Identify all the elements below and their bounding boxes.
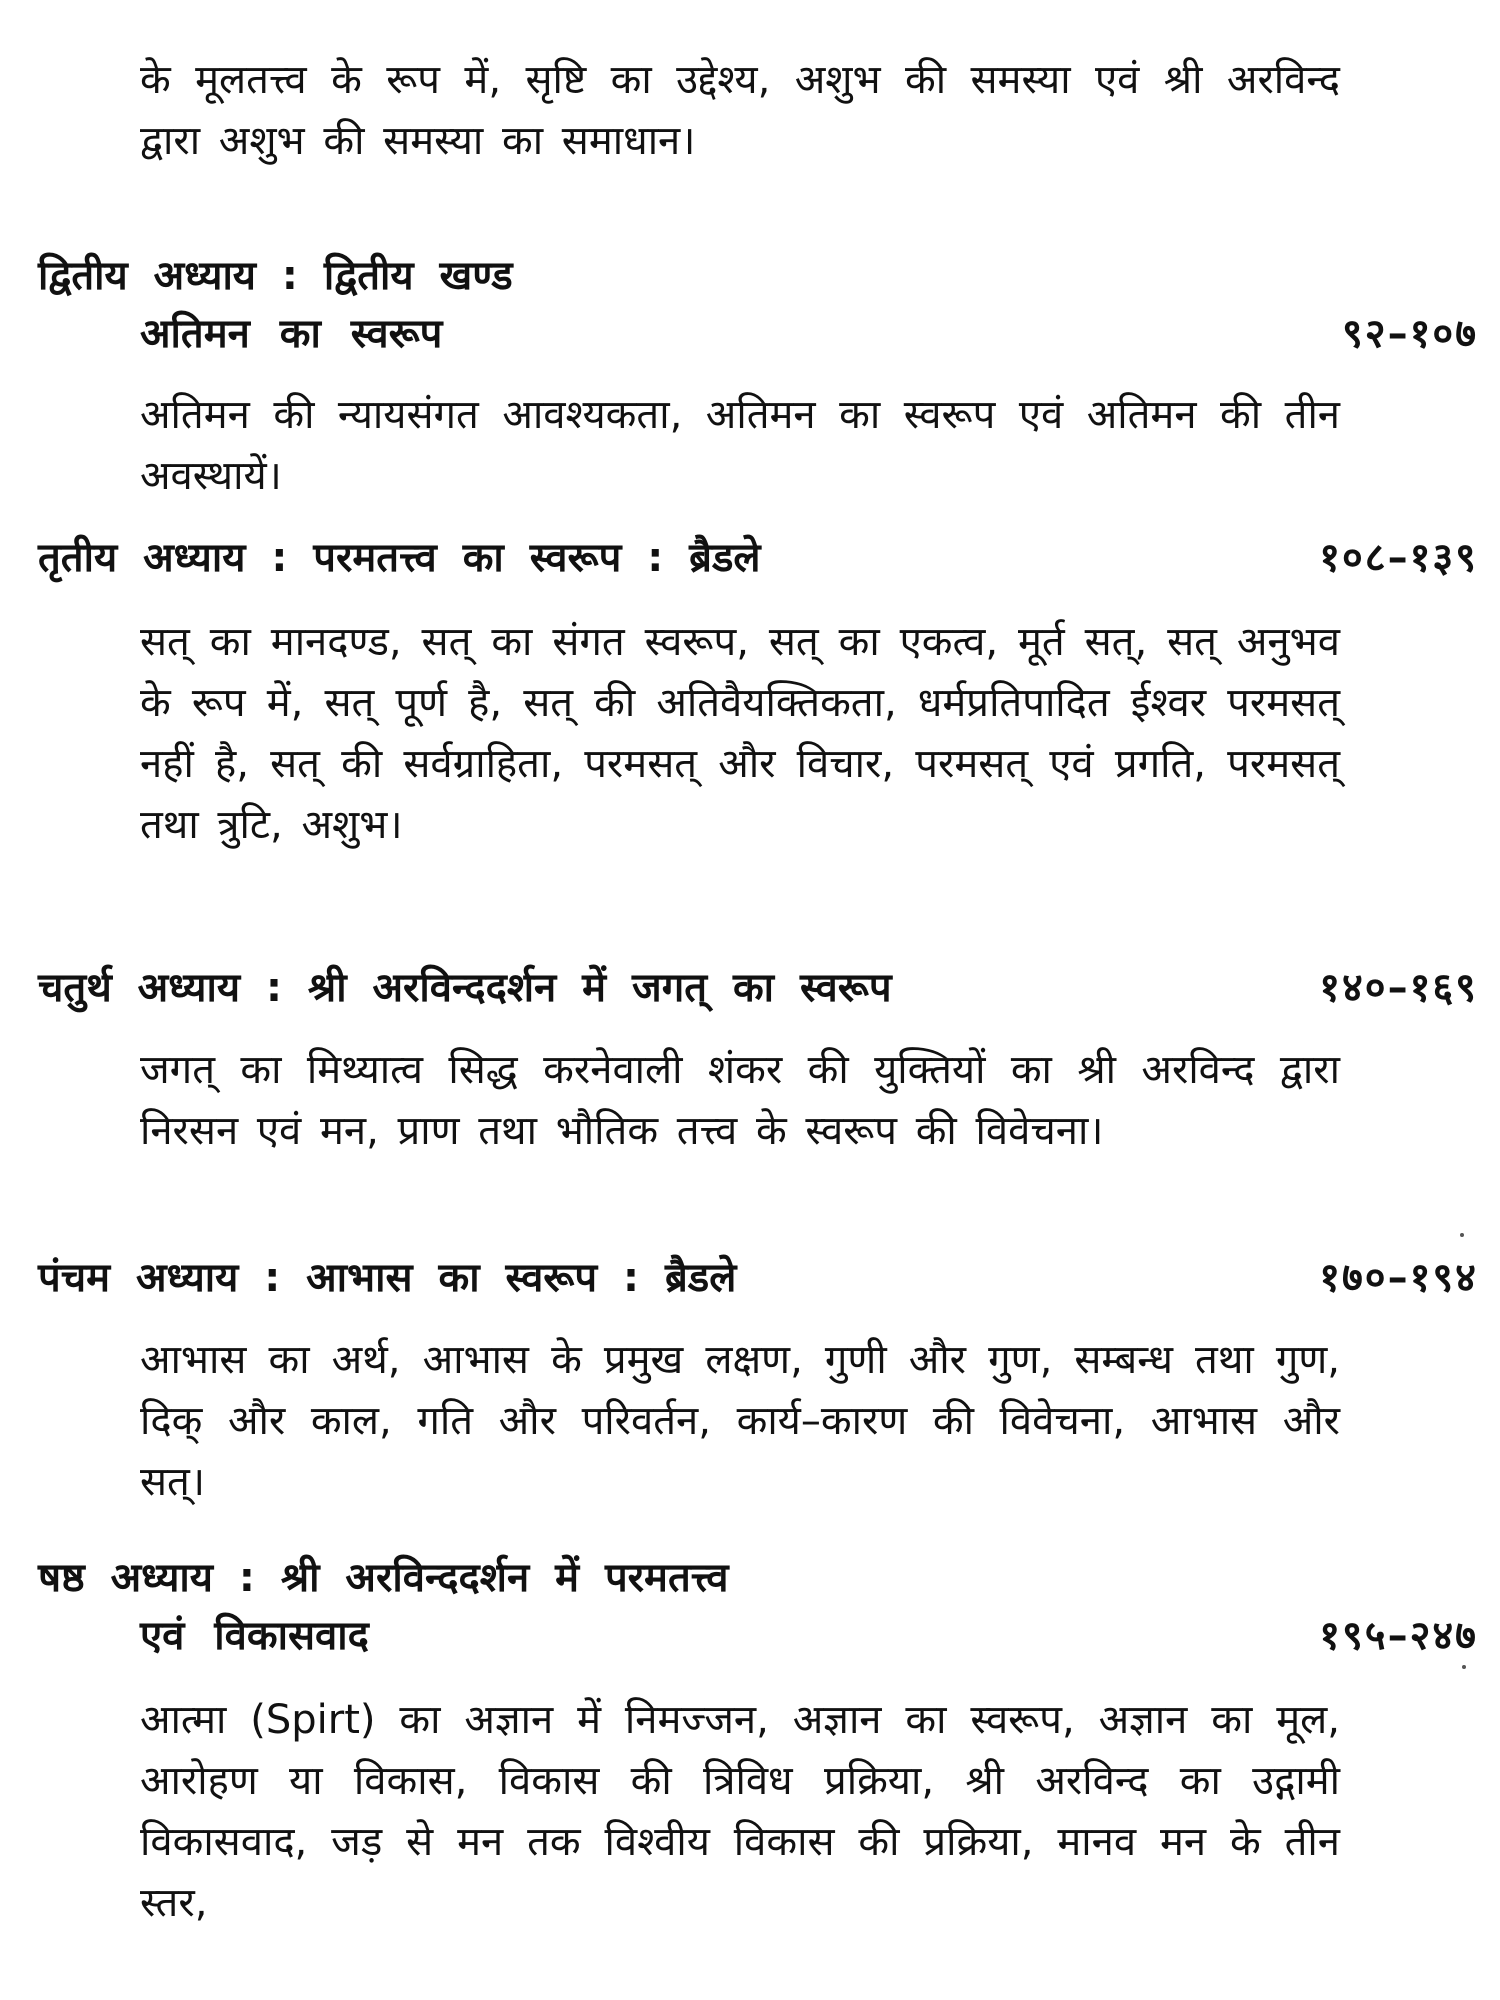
chapter-heading-5 [38,1250,1478,1306]
intro-paragraph: के मूलतत्त्व के रूप में, सृष्टि का उद्देश्य, अशुभ की समस्या एवं श्री अरविन्द द्वारा अशुभ की समस्या का समाधान। [140,57,1340,164]
chapter-description: जगत् का मिथ्यात्व सिद्ध करनेवाली शंकर की युक्तियों का श्री अरविन्द द्वारा निरसन एवं मन, प्राण तथा भौतिक तत्त्व के स्वरूप की विवेचना। [140,1047,1340,1154]
chapter-page-range: १४०–१६९ [1319,965,1478,1011]
chapter-heading-6 [38,1550,1478,1606]
chapter-description: आभास का अर्थ, आभास के प्रमुख लक्षण, गुणी और गुण, सम्बन्ध तथा गुण, दिक् और काल, गति और परिवर्तन, कार्य–कारण की विवेचना, आभास और सत्। [140,1337,1340,1505]
chapter-title: द्वितीय अध्याय : द्वितीय खण्ड [38,253,513,299]
chapter-heading-2b [38,248,1478,304]
chapter-title: पंचम अध्याय : आभास का स्वरूप : ब्रैडले [38,1255,737,1301]
chapter-page-range: १७०–१९४ [1319,1255,1478,1301]
chapter-subtitle: अतिमन का स्वरूप [140,311,443,357]
chapter-title: तृतीय अध्याय : परमतत्त्व का स्वरूप : ब्रैडले [38,535,761,581]
chapter-heading-4 [38,960,1478,1016]
chapter-page-range: १०८–१३९ [1319,535,1478,581]
chapter-title: षष्ठ अध्याय : श्री अरविन्ददर्शन में परमतत्त्व [38,1555,729,1601]
chapter-heading-3 [38,530,1478,586]
chapter-title: चतुर्थ अध्याय : श्री अरविन्ददर्शन में जगत् का स्वरूप [38,965,892,1011]
chapter-description: आत्मा (Spirt) का अज्ञान में निमज्जन, अज्ञान का स्वरूप, अज्ञान का मूल, आरोहण या विकास, विकास की त्रिविध प्रक्रिया, श्री अरविन्द का उद्गामी विकासवाद, जड़ से मन तक विश्वीय विकास की प्रक्रिया, मानव मन के तीन स्तर, [140,1697,1340,1926]
scan-speck [1460,1233,1464,1237]
chapter-description: अतिमन की न्यायसंगत आवश्यकता, अतिमन का स्वरूप एवं अतिमन की तीन अवस्थायें। [140,392,1340,499]
chapter-description: सत् का मानदण्ड, सत् का संगत स्वरूप, सत् का एकत्व, मूर्त सत्, सत् अनुभव के रूप में, सत् पूर्ण है, सत् की अतिवैयक्तिकता, धर्मप्रतिपादित ईश्वर परमसत् नहीं है, सत् की सर्वग्राहिता, परमसत् और विचार, परमसत् एवं प्रगति, परमसत् तथा त्रुटि, अशुभ। [140,619,1340,848]
chapter-subtitle: एवं विकासवाद [140,1613,369,1659]
scan-speck [1462,1665,1466,1669]
chapter-subheading-2b [140,306,1478,362]
chapter-subheading-6 [140,1608,1478,1664]
chapter-page-range: १९५–२४७ [1319,1613,1478,1659]
chapter-page-range: ९२–१०७ [1342,311,1478,357]
